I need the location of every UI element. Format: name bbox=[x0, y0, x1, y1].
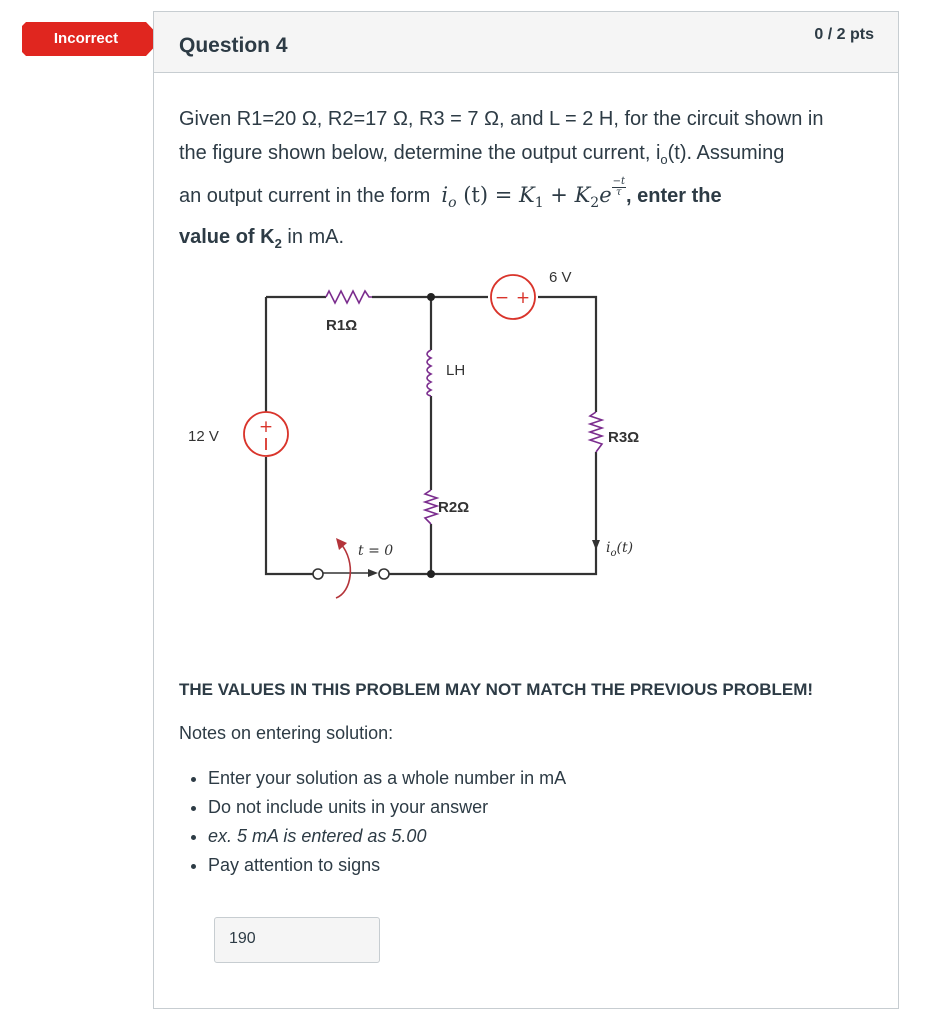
r1-label: R1Ω bbox=[326, 317, 358, 334]
source-6v-minus: − bbox=[494, 288, 510, 308]
notes-heading: Notes on entering solution: bbox=[179, 723, 394, 743]
wire-left-bottom bbox=[266, 457, 314, 574]
status-badge-label: Incorrect bbox=[53, 30, 119, 47]
notes-item: • Pay attention to signs bbox=[208, 851, 566, 880]
formula-sub-2: 2 bbox=[590, 195, 600, 212]
notes-item: • Do not include units in your answer bbox=[208, 793, 566, 822]
r3-resistor bbox=[590, 412, 602, 452]
formula-i: i bbox=[441, 183, 449, 207]
circuit-wires bbox=[266, 297, 596, 574]
question-line-3-text: an output current in the form bbox=[179, 185, 431, 207]
output-current-t: (t) bbox=[616, 540, 634, 556]
switch-label: t = 0 bbox=[358, 543, 394, 559]
answer-field[interactable]: 190 bbox=[214, 917, 380, 963]
question-header bbox=[154, 12, 898, 73]
junction-bottom bbox=[427, 570, 435, 578]
switch-terminal-right bbox=[379, 569, 389, 579]
question-line-3 bbox=[179, 177, 879, 220]
inductor bbox=[427, 350, 431, 396]
output-current-sub: o bbox=[610, 548, 617, 559]
question-text bbox=[179, 102, 879, 261]
formula-sub-o: o bbox=[448, 195, 457, 212]
source-12v-plus: + bbox=[258, 417, 274, 437]
switch-arrow bbox=[368, 569, 378, 577]
status-badge bbox=[22, 22, 162, 56]
source-6v-plus: + bbox=[515, 288, 531, 308]
notes-item: • ex. 5 mA is entered as 5.00 bbox=[208, 822, 566, 851]
warning-text: THE VALUES IN THIS PROBLEM MAY NOT MATCH THE PREVIOUS PROBLEM! bbox=[179, 680, 814, 699]
formula-k2: K bbox=[574, 183, 591, 207]
circuit-diagram bbox=[166, 262, 686, 612]
r3-label: R3Ω bbox=[608, 429, 640, 446]
formula-exp-den: τ bbox=[616, 187, 622, 198]
formula-exp-num: −t bbox=[612, 176, 626, 187]
wire-bottom bbox=[388, 552, 596, 574]
question-title: Question 4 bbox=[179, 34, 288, 57]
question-line-4 bbox=[179, 220, 879, 261]
output-current-i: i bbox=[606, 540, 611, 556]
r1-resistor bbox=[326, 291, 372, 303]
source-12v-label: 12 V bbox=[188, 428, 219, 445]
question-line-4-bold: value of K bbox=[179, 226, 275, 249]
question-line-1: Given R1=20 Ω, R2=17 Ω, R3 = 7 Ω, and L = 2 H, for the circuit shown in bbox=[179, 108, 824, 130]
r2-resistor bbox=[425, 490, 437, 524]
question-line-2-text: the figure shown below, determine the output current, i bbox=[179, 142, 661, 164]
output-current-arrow bbox=[592, 540, 600, 550]
notes-list bbox=[178, 764, 566, 880]
question-line-3-bold: , enter the bbox=[626, 185, 722, 207]
question-line-2-sub: o bbox=[660, 152, 668, 167]
question-line-2 bbox=[179, 136, 879, 177]
question-points: 0 / 2 pts bbox=[814, 26, 874, 43]
question-line-4-post: in mA. bbox=[281, 226, 345, 249]
source-6v-label: 6 V bbox=[549, 269, 572, 286]
wire-top-right bbox=[538, 297, 596, 412]
output-current-formula bbox=[441, 176, 626, 212]
inductor-label: LH bbox=[446, 362, 466, 379]
formula-e: e bbox=[599, 183, 612, 207]
formula-k1: K bbox=[518, 183, 535, 207]
formula-plus: + bbox=[543, 183, 575, 207]
notes-item: • Enter your solution as a whole number in mA bbox=[208, 764, 566, 793]
switch-motion-arc bbox=[336, 544, 350, 598]
formula-exponent bbox=[612, 177, 626, 198]
question-line-2-post: (t). Assuming bbox=[667, 142, 785, 164]
formula-sub-1: 1 bbox=[534, 195, 544, 212]
switch-terminal-left bbox=[313, 569, 323, 579]
junction-top bbox=[427, 293, 435, 301]
question-line-4-sub: 2 bbox=[274, 236, 282, 252]
switch-motion-arrowhead bbox=[336, 538, 347, 550]
formula-t: (t) = bbox=[456, 183, 519, 207]
r2-label: R2Ω bbox=[438, 499, 470, 516]
output-current-label bbox=[606, 540, 633, 559]
